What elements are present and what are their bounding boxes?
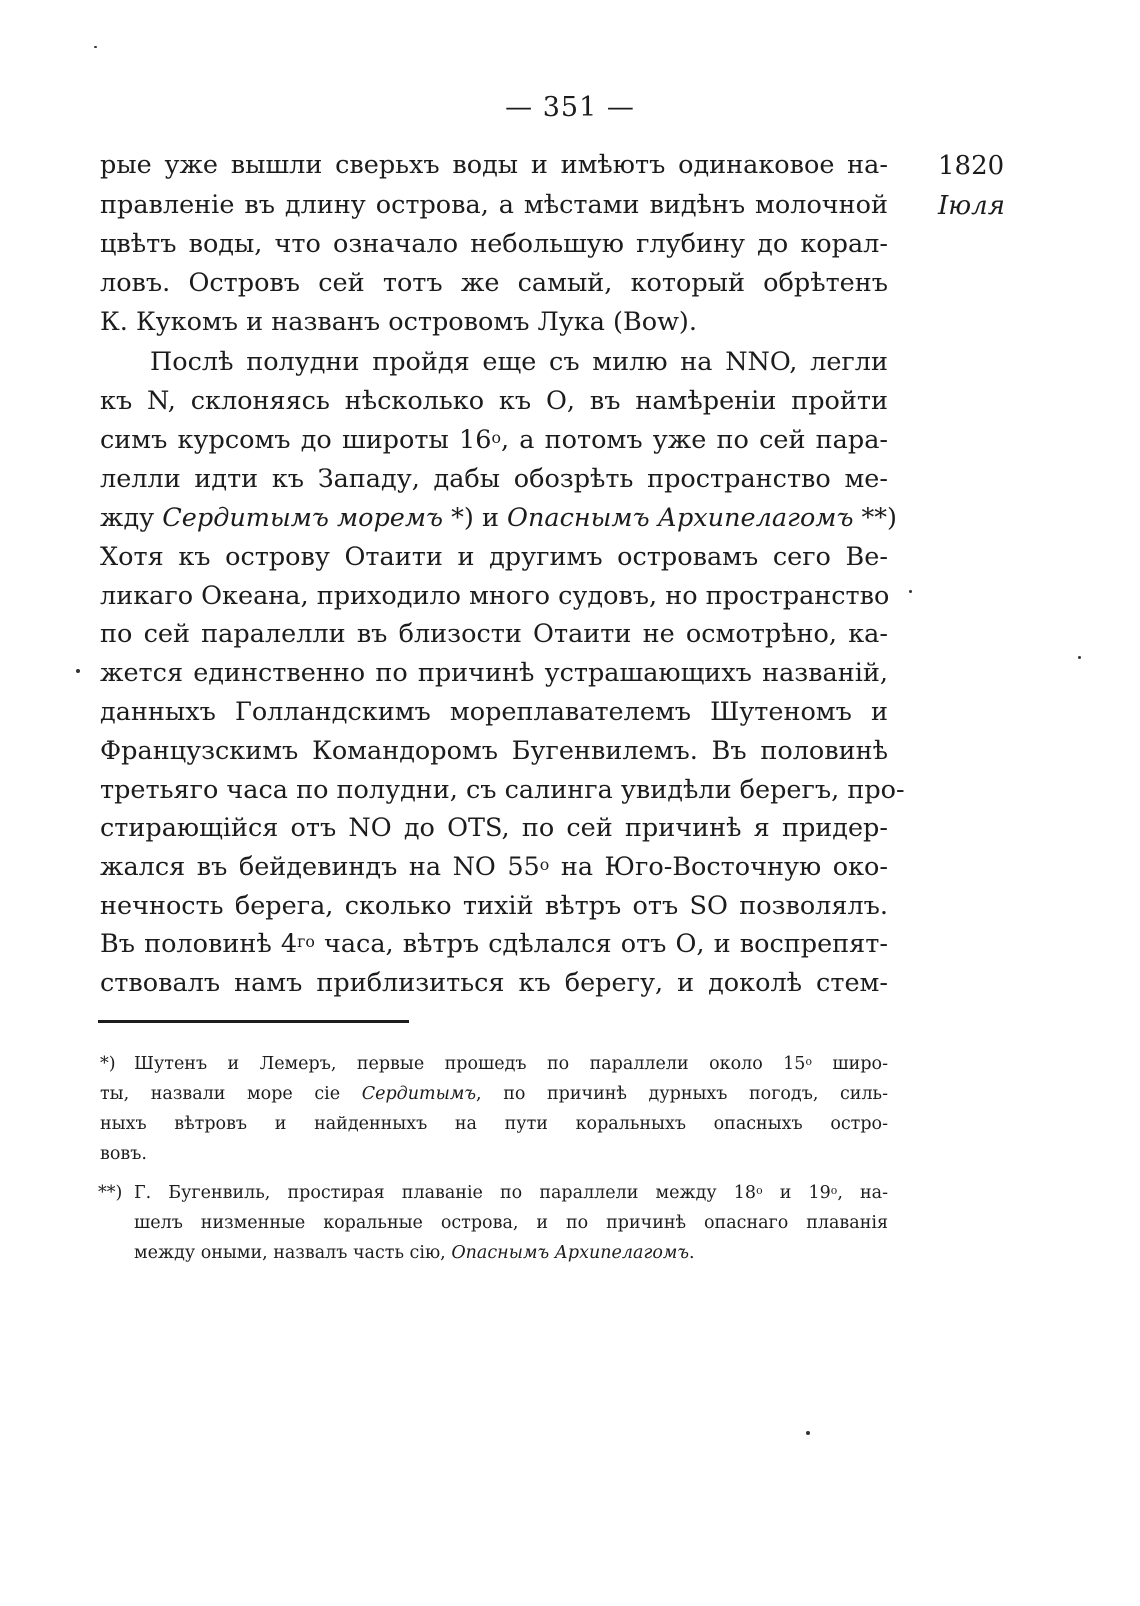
- scan-speck: [1078, 656, 1081, 659]
- text-run: Шутенъ и Лемеръ, первые прошедъ по параллели около 15: [134, 1054, 806, 1074]
- text-run: про-: [847, 775, 905, 805]
- body-line: ликаго Океана, приходило много судовъ, но пространство: [100, 581, 890, 611]
- body-line: Хотя къ острову Отаити и другимъ островамъ сего Ве-: [100, 542, 888, 572]
- degree-sign: о: [539, 855, 550, 874]
- text-run: .: [689, 1243, 695, 1263]
- footnote-marker: **): [98, 1183, 123, 1203]
- margin-month: Іюля: [938, 191, 1005, 221]
- text-run: и 19: [762, 1183, 831, 1203]
- text-run: *) и: [443, 503, 508, 533]
- text-run: часа, вѣтръ сдѣлался отъ О, и воспрепят-: [314, 929, 888, 959]
- body-line: ловъ. Островъ сей тотъ же самый, который обрѣтенъ: [100, 268, 888, 298]
- body-line: правленіе въ длину острова, а мѣстами видѣнъ молочной: [100, 190, 888, 220]
- body-line: по сей паралелли въ близости Отаити не осмотрѣно, ка-: [100, 619, 888, 649]
- italic-term: Опаснымъ Архипелагомъ: [507, 503, 854, 533]
- footnote-line: [134, 1238, 888, 1268]
- body-line: жется единственно по причинѣ устрашающихъ названій,: [100, 658, 888, 688]
- text-run: между оными, назвалъ часть сію,: [134, 1243, 452, 1263]
- text-run: Г. Бугенвиль, простирая плаваніе по параллели между 18: [134, 1183, 757, 1203]
- body-line: рые уже вышли сверьхъ воды и имѣютъ одинаковое на-: [100, 150, 888, 180]
- body-line: [100, 924, 888, 964]
- body-line: Французскимъ Командоромъ Бугенвилемъ. Въ половинѣ: [100, 736, 888, 766]
- body-line: къ N, склоняясь нѣсколько къ О, въ намѣреніи пройти: [100, 386, 888, 416]
- margin-year: 1820: [938, 151, 1005, 181]
- body-line: К. Кукомъ и названъ островомъ Лука (Bow).: [100, 307, 697, 337]
- text-run: ты, назвали море сіе: [100, 1084, 362, 1104]
- body-line: [100, 498, 898, 538]
- body-line: лелли идти къ Западу, дабы обозрѣть пространство ме-: [100, 464, 888, 494]
- scan-speck: [806, 1431, 810, 1435]
- body-line: ствовалъ намъ приблизиться къ берегу, и доколѣ стем-: [100, 968, 888, 998]
- footnote-line: вовъ.: [100, 1144, 147, 1164]
- text-run: жался въ бейдевиндъ на NO 55: [100, 852, 540, 882]
- text-run: жду: [100, 503, 163, 533]
- body-line: данныхъ Голландскимъ мореплавателемъ Шутеномъ и: [100, 697, 888, 727]
- footnote-line: [134, 1178, 888, 1208]
- degree-sign: о: [830, 1184, 838, 1197]
- body-line: [100, 847, 888, 887]
- footnote-line: [100, 1079, 888, 1109]
- footnote-line: [134, 1049, 888, 1079]
- degree-sign: о: [491, 428, 501, 447]
- footnote-marker: *): [100, 1054, 116, 1074]
- page-number: — 351 —: [505, 92, 635, 123]
- text-run: на Юго-Восточную око-: [549, 852, 888, 882]
- body-line: Послѣ полудни пройдя еще съ милю на NNO, легли: [150, 347, 888, 377]
- text-run: , а потомъ уже по сей пара-: [500, 425, 889, 455]
- scan-speck: [909, 590, 912, 593]
- ordinal-suffix: го: [297, 932, 315, 951]
- footnote-line: шелъ низменные коральные острова, и по причинѣ опаснаго плаванія: [134, 1213, 888, 1233]
- footnote-rule: [98, 1020, 409, 1023]
- text-run: широ-: [811, 1054, 888, 1074]
- degree-sign: о: [805, 1055, 812, 1068]
- body-line: стирающійся отъ NO до OTS, по сей причинѣ я придер-: [100, 813, 888, 843]
- text-run: **): [853, 503, 898, 533]
- body-line: [100, 770, 905, 810]
- degree-sign: о: [756, 1184, 763, 1197]
- scan-speck: [76, 669, 80, 673]
- italic-term: Сердитымъ моремъ: [162, 503, 444, 533]
- footnote-line: ныхъ вѣтровъ и найденныхъ на пути коральныхъ опасныхъ остро-: [100, 1114, 888, 1134]
- body-line: нечность берега, сколько тихій вѣтръ отъ SO позволялъ.: [100, 891, 888, 921]
- body-line: [100, 420, 888, 460]
- italic-term: Сердитымъ: [361, 1084, 477, 1104]
- scan-speck: [94, 46, 97, 48]
- body-line: цвѣтъ воды, что означало небольшую глубину до корал-: [100, 229, 888, 259]
- text-run: симъ курсомъ до широты 16: [100, 425, 492, 455]
- text-run: третьяго часа по полудни, съ салинга увидѣли берегъ,: [100, 775, 840, 805]
- text-run: Въ половинѣ 4: [100, 929, 298, 959]
- text-run: , на-: [837, 1183, 888, 1203]
- text-run: , по причинѣ дурныхъ погодъ, силь-: [476, 1084, 889, 1104]
- italic-term: Опаснымъ Архипелагомъ: [451, 1243, 690, 1263]
